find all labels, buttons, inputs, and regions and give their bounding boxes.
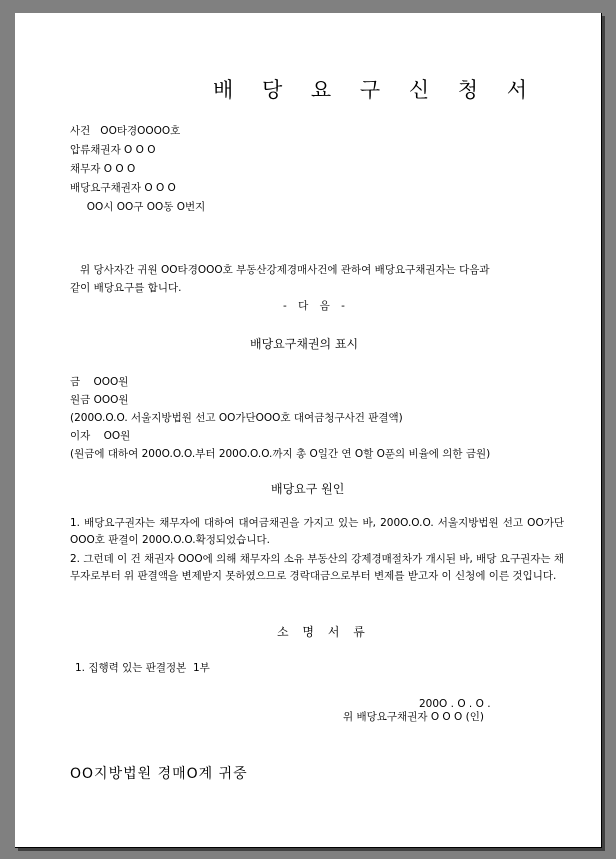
intro-line: 위 당사자간 귀원 OO타경OOO호 부동산강제경매사건에 관하여 배당요구채권자는 다음과	[70, 264, 490, 276]
intro-paragraph	[70, 261, 490, 297]
cause-heading: 배당요구 원인	[271, 482, 345, 496]
recipient-court: OO지방법원 경매O계 귀중	[70, 766, 248, 782]
intro-line: 같이 배당요구를 합니다.	[70, 282, 182, 294]
claim-item: 금 OOO원	[70, 376, 129, 388]
claim-item: 원금 OOO원	[70, 394, 129, 406]
document-date: 200O . O . O .	[419, 698, 491, 710]
document-title: 배 당 요 구 신 청 서	[213, 78, 539, 102]
cause-paragraph-1: 1. 배당요구권자는 채무자에 대하여 대여금채권을 가지고 있는 바, 200O.O.O. 서울지방법원 선고 OO가단OOO호 판결이 200O.O.O.확정되었습니다.	[70, 517, 564, 546]
claim-heading: 배당요구채권의 표시	[250, 337, 359, 351]
claim-list	[70, 373, 490, 463]
debtor-line: 채무자 O O O	[70, 163, 136, 175]
case-number: 사건 OO타경OOOO호	[70, 125, 181, 137]
cause-paragraph-2: 2. 그런데 이 건 채권자 OOO에 의해 채무자의 소유 부동산의 강제경매절차가 개시된 바, 배당 요구권자는 채무자로부터 위 판결액을 변제받지 못하였으므로 경락대금으로부터 변제를 받고자 이 신청에 이른 것입니다.	[70, 553, 564, 582]
creditor-line: 압류채권자 O O O	[70, 144, 156, 156]
evidence-item: 1. 집행력 있는 판결정본 1부	[75, 662, 210, 674]
claimant-line: 배당요구채권자 O O O	[70, 182, 176, 194]
claim-item: (200O.O.O. 서울지방법원 선고 OO가단OOO호 대여금청구사건 판결액)	[70, 412, 403, 424]
applicant-signature: 위 배당요구채권자 O O O (인)	[343, 711, 484, 723]
case-info	[70, 122, 205, 217]
claimant-address: OO시 OO구 OO동 O번지	[70, 201, 206, 213]
claim-item: 이자 OO원	[70, 430, 131, 442]
next-heading: - 다 음 -	[283, 300, 349, 312]
evidence-heading: 소 명 서 류	[277, 625, 370, 639]
document-page	[15, 13, 602, 848]
claim-item: (원금에 대하여 200O.O.O.부터 200O.O.O.까지 총 O일간 연 O할 O푼의 비율에 의한 금원)	[70, 448, 491, 460]
